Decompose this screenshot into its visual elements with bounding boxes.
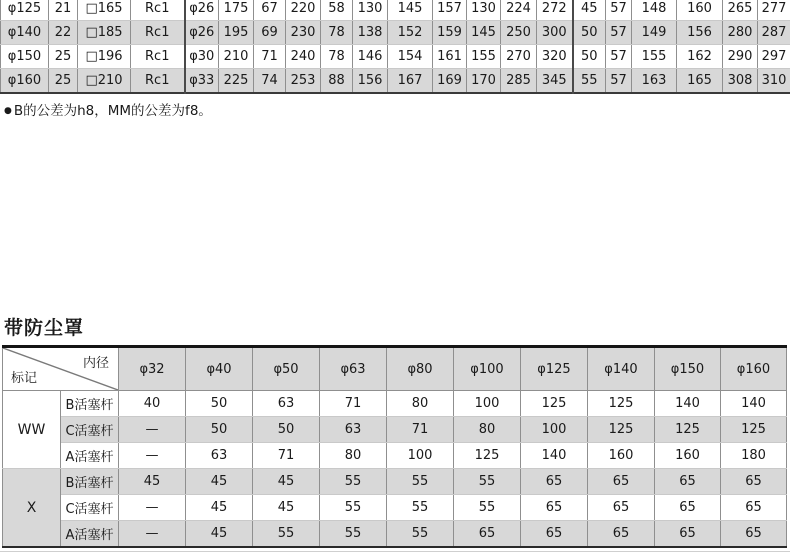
dimension-value-cell: 270 — [501, 45, 537, 69]
rod-type-label-cell: A活塞杆 — [61, 521, 119, 548]
dimension-value-cell: 145 — [388, 0, 433, 21]
dimension-value-cell: 57 — [606, 45, 632, 69]
dust-cover-value-cell: 140 — [721, 391, 787, 417]
dimension-value-cell: φ26 — [185, 21, 219, 45]
dust-cover-value-cell: 80 — [454, 417, 521, 443]
bore-column-header: φ140 — [588, 347, 655, 391]
dust-cover-value-cell: 65 — [655, 495, 721, 521]
dust-cover-value-cell: 71 — [253, 443, 320, 469]
dimension-value-cell: 280 — [723, 21, 758, 45]
dimension-value-cell: 149 — [632, 21, 677, 45]
bore-column-header: φ160 — [721, 347, 787, 391]
dimension-value-cell: 57 — [606, 69, 632, 94]
dimension-value-cell: 138 — [353, 21, 388, 45]
dust-cover-value-cell: 55 — [387, 469, 454, 495]
dust-cover-value-cell: 71 — [320, 391, 387, 417]
dimension-value-cell: 220 — [286, 0, 321, 21]
dust-cover-row — [3, 417, 787, 443]
dust-cover-value-cell: 80 — [320, 443, 387, 469]
dimension-row — [1, 69, 790, 94]
dimension-value-cell: 67 — [254, 0, 286, 21]
dimension-value-cell: 169 — [433, 69, 467, 94]
dimension-value-cell: 285 — [501, 69, 537, 94]
dimension-value-cell: 300 — [537, 21, 573, 45]
mark-cell: WW — [3, 391, 61, 469]
dust-cover-value-cell: 125 — [655, 417, 721, 443]
dust-cover-value-cell: 65 — [588, 495, 655, 521]
dust-cover-value-cell: — — [119, 417, 186, 443]
bore-column-header: φ32 — [119, 347, 186, 391]
dimension-row — [1, 45, 790, 69]
dust-cover-row — [3, 469, 787, 495]
dust-cover-value-cell: 71 — [387, 417, 454, 443]
dimension-value-cell: 210 — [219, 45, 254, 69]
dust-cover-value-cell: 65 — [721, 521, 787, 548]
bore-size-cell: φ125 — [1, 0, 49, 21]
dust-cover-row — [3, 521, 787, 548]
dust-cover-value-cell: 50 — [253, 417, 320, 443]
dust-cover-value-cell: 100 — [521, 417, 588, 443]
dust-cover-value-cell: 65 — [721, 469, 787, 495]
dimension-row — [1, 21, 790, 45]
dimension-value-cell: 165 — [677, 69, 723, 94]
dust-cover-value-cell: 55 — [387, 521, 454, 548]
dust-cover-value-cell: 63 — [253, 391, 320, 417]
dimension-value-cell: 25 — [49, 69, 78, 94]
dust-cover-table — [2, 345, 787, 548]
page-bottom-rule — [0, 551, 790, 552]
rod-type-label-cell: B活塞杆 — [61, 469, 119, 495]
dust-cover-value-cell: 140 — [521, 443, 588, 469]
dimension-value-cell: 195 — [219, 21, 254, 45]
cylinder-dimension-table — [0, 0, 790, 94]
dust-cover-value-cell: 160 — [655, 443, 721, 469]
bore-size-cell: φ150 — [1, 45, 49, 69]
dimension-value-cell: 230 — [286, 21, 321, 45]
dust-cover-value-cell: 100 — [454, 391, 521, 417]
dimension-value-cell: 163 — [632, 69, 677, 94]
dust-cover-value-cell: 80 — [387, 391, 454, 417]
dust-cover-value-cell: 160 — [588, 443, 655, 469]
dimension-value-cell: 345 — [537, 69, 573, 94]
mark-cell: X — [3, 469, 61, 548]
dust-cover-value-cell: 65 — [521, 469, 588, 495]
dimension-value-cell: □196 — [78, 45, 131, 69]
bore-column-header: φ50 — [253, 347, 320, 391]
dimension-value-cell: 320 — [537, 45, 573, 69]
dimension-value-cell: 240 — [286, 45, 321, 69]
dimension-value-cell: 69 — [254, 21, 286, 45]
dust-cover-value-cell: 63 — [320, 417, 387, 443]
dimension-value-cell: 167 — [388, 69, 433, 94]
dust-cover-value-cell: 45 — [253, 495, 320, 521]
dimension-value-cell: 50 — [573, 21, 606, 45]
dust-cover-value-cell: 65 — [521, 495, 588, 521]
dimension-value-cell: Rc1 — [131, 0, 185, 21]
dust-cover-value-cell: — — [119, 495, 186, 521]
dimension-value-cell: 155 — [632, 45, 677, 69]
dimension-value-cell: □210 — [78, 69, 131, 94]
dust-cover-value-cell: 125 — [588, 391, 655, 417]
dimension-value-cell: 297 — [758, 45, 790, 69]
dust-cover-value-cell: 55 — [320, 521, 387, 548]
dimension-value-cell: 58 — [321, 0, 353, 21]
dimension-value-cell: 146 — [353, 45, 388, 69]
dust-cover-value-cell: 125 — [721, 417, 787, 443]
dimension-value-cell: 265 — [723, 0, 758, 21]
dust-cover-value-cell: 40 — [119, 391, 186, 417]
dust-cover-value-cell: 65 — [721, 495, 787, 521]
section-title: 带防尘罩 — [4, 317, 85, 339]
dust-cover-value-cell: 50 — [186, 417, 253, 443]
dimension-value-cell: 55 — [573, 69, 606, 94]
rod-type-label-cell: B活塞杆 — [61, 391, 119, 417]
dimension-value-cell: 156 — [677, 21, 723, 45]
dimension-value-cell: 175 — [219, 0, 254, 21]
dust-cover-value-cell: — — [119, 443, 186, 469]
dimension-value-cell: φ30 — [185, 45, 219, 69]
dust-cover-value-cell: 180 — [721, 443, 787, 469]
bore-column-header: φ63 — [320, 347, 387, 391]
bullet-icon: ● — [4, 106, 12, 116]
dimension-value-cell: Rc1 — [131, 21, 185, 45]
dust-cover-value-cell: 45 — [119, 469, 186, 495]
bore-size-cell: φ140 — [1, 21, 49, 45]
dimension-value-cell: 50 — [573, 45, 606, 69]
dimension-value-cell: 88 — [321, 69, 353, 94]
dimension-value-cell: φ33 — [185, 69, 219, 94]
dimension-value-cell: 250 — [501, 21, 537, 45]
dust-cover-value-cell: 65 — [454, 521, 521, 548]
dimension-value-cell: 170 — [467, 69, 501, 94]
dimension-value-cell: 145 — [467, 21, 501, 45]
dimension-value-cell: 290 — [723, 45, 758, 69]
dimension-value-cell: 155 — [467, 45, 501, 69]
dust-cover-value-cell: 55 — [320, 495, 387, 521]
dust-cover-header-row — [3, 347, 787, 391]
dimension-value-cell: 57 — [606, 21, 632, 45]
dust-cover-value-cell: 63 — [186, 443, 253, 469]
dimension-value-cell: 160 — [677, 0, 723, 21]
dust-cover-value-cell: 55 — [454, 469, 521, 495]
dimension-value-cell: 22 — [49, 21, 78, 45]
dust-cover-table-body — [3, 391, 787, 548]
dimension-value-cell: 287 — [758, 21, 790, 45]
corner-label-bore: 内径 — [82, 356, 109, 371]
dimension-value-cell: 272 — [537, 0, 573, 21]
corner-header-cell — [3, 347, 119, 391]
dust-cover-value-cell: 55 — [454, 495, 521, 521]
dimension-value-cell: φ26 — [185, 0, 219, 21]
dust-cover-value-cell: 65 — [588, 521, 655, 548]
dimension-value-cell: 78 — [321, 21, 353, 45]
bore-size-cell: φ160 — [1, 69, 49, 94]
dimension-value-cell: □185 — [78, 21, 131, 45]
bore-column-header: φ150 — [655, 347, 721, 391]
dust-cover-value-cell: 45 — [186, 521, 253, 548]
dust-cover-value-cell: 65 — [655, 521, 721, 548]
dust-cover-value-cell: 45 — [186, 495, 253, 521]
rod-type-label-cell: C活塞杆 — [61, 417, 119, 443]
dimension-value-cell: 78 — [321, 45, 353, 69]
dust-cover-value-cell: 125 — [454, 443, 521, 469]
dimension-value-cell: 71 — [254, 45, 286, 69]
dust-cover-value-cell: 55 — [387, 495, 454, 521]
dimension-value-cell: Rc1 — [131, 69, 185, 94]
dust-cover-value-cell: 125 — [521, 391, 588, 417]
dust-cover-row — [3, 391, 787, 417]
dimension-value-cell: 152 — [388, 21, 433, 45]
dimension-value-cell: 154 — [388, 45, 433, 69]
dimension-value-cell: 308 — [723, 69, 758, 94]
dust-cover-value-cell: 100 — [387, 443, 454, 469]
dimension-value-cell: 57 — [606, 0, 632, 21]
dimension-value-cell: 21 — [49, 0, 78, 21]
dust-cover-value-cell: 50 — [186, 391, 253, 417]
dust-cover-value-cell: 125 — [588, 417, 655, 443]
corner-label-mark: 标记 — [11, 371, 38, 386]
dimension-value-cell: 45 — [573, 0, 606, 21]
dimension-row — [1, 0, 790, 21]
dust-cover-value-cell: 65 — [521, 521, 588, 548]
bore-column-header: φ40 — [186, 347, 253, 391]
dust-cover-value-cell: 55 — [253, 521, 320, 548]
dimension-table-body — [1, 0, 790, 93]
dimension-value-cell: 310 — [758, 69, 790, 94]
dimension-value-cell: 74 — [254, 69, 286, 94]
dimension-value-cell: 277 — [758, 0, 790, 21]
dimension-value-cell: Rc1 — [131, 45, 185, 69]
dimension-value-cell: 157 — [433, 0, 467, 21]
dust-cover-value-cell: 45 — [253, 469, 320, 495]
dimension-value-cell: 225 — [219, 69, 254, 94]
dust-cover-value-cell: 45 — [186, 469, 253, 495]
dust-cover-value-cell: 140 — [655, 391, 721, 417]
bore-column-header: φ125 — [521, 347, 588, 391]
dust-cover-row — [3, 443, 787, 469]
tolerance-note-text: B的公差为h8，MM的公差为f8。 — [13, 103, 212, 119]
bore-column-header: φ80 — [387, 347, 454, 391]
dust-cover-value-cell: 65 — [588, 469, 655, 495]
dimension-value-cell: 130 — [467, 0, 501, 21]
dimension-value-cell: 159 — [433, 21, 467, 45]
rod-type-label-cell: A活塞杆 — [61, 443, 119, 469]
dust-cover-value-cell: — — [119, 521, 186, 548]
tolerance-note — [4, 99, 212, 119]
dimension-value-cell: 156 — [353, 69, 388, 94]
bore-column-header: φ100 — [454, 347, 521, 391]
dust-cover-value-cell: 65 — [655, 469, 721, 495]
dimension-value-cell: 161 — [433, 45, 467, 69]
dimension-value-cell: 224 — [501, 0, 537, 21]
dimension-value-cell: 253 — [286, 69, 321, 94]
dust-cover-row — [3, 495, 787, 521]
dust-cover-value-cell: 55 — [320, 469, 387, 495]
dimension-value-cell: □165 — [78, 0, 131, 21]
dimension-value-cell: 25 — [49, 45, 78, 69]
dimension-value-cell: 130 — [353, 0, 388, 21]
dimension-value-cell: 162 — [677, 45, 723, 69]
rod-type-label-cell: C活塞杆 — [61, 495, 119, 521]
dimension-value-cell: 148 — [632, 0, 677, 21]
